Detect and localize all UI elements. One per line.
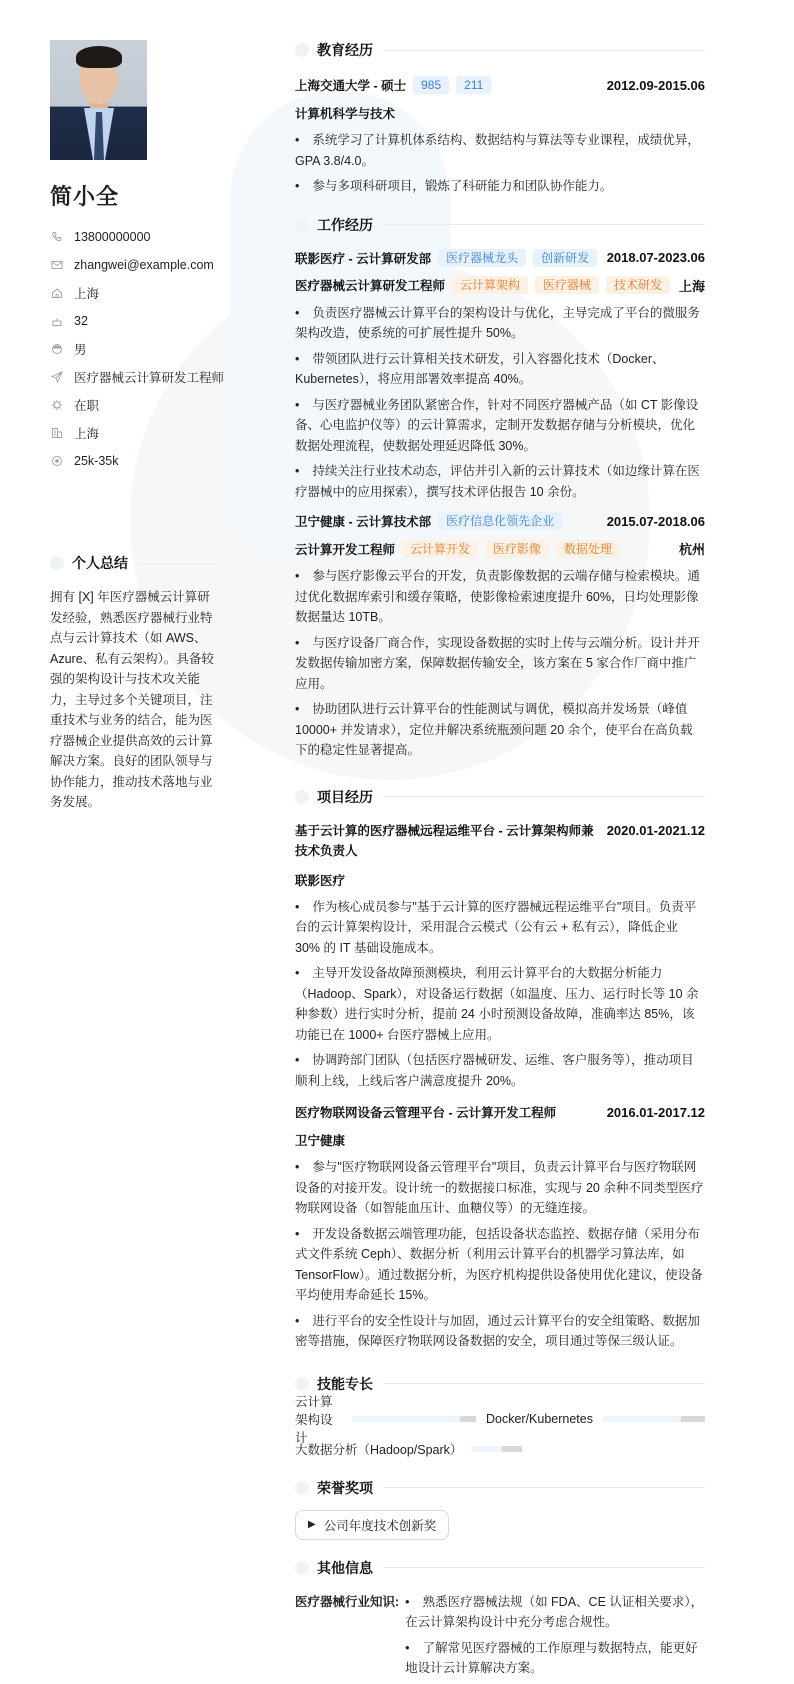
list-item: • 进行平台的安全性设计与加固，通过云计算平台的安全组策略、数据加密等措施，保障医疗物联网设备数据的安全，项目通过等保三级认证。 — [295, 1311, 705, 1352]
role-tag: 云计算架构 — [452, 276, 528, 294]
other-info-title: 其他信息 — [317, 1559, 373, 1576]
section-divider — [383, 50, 705, 51]
education-entry-head — [295, 76, 705, 94]
skills-section — [295, 1374, 705, 1458]
project-entry — [295, 1103, 705, 1352]
list-item: • 与医疗器械业务团队紧密合作，针对不同医疗器械产品（如 CT 影像设备、心电监护仪等）的云计算需求，定制开发数据存储与分析模块，优化数据处理流程，使数据处理延迟降低 30%。 — [295, 395, 705, 457]
status-value: 在职 — [74, 399, 100, 413]
cake-icon — [50, 314, 64, 328]
summary-section — [50, 553, 220, 813]
role-tag: 数据处理 — [556, 540, 620, 558]
skill-name: 大数据分析（Hadoop/Spark） — [295, 1442, 463, 1457]
list-item: • 作为核心成员参与"基于云计算的医疗器械远程运维平台"项目。负责平台的云计算架构设计，采用混合云模式（公有云 + 私有云），降低企业 30% 的 IT 基础设施成本。 — [295, 897, 705, 959]
project-bullets — [295, 897, 705, 1092]
work-entry — [295, 512, 705, 761]
skill-name: 云计算架构设计 — [295, 1394, 333, 1445]
info-status — [50, 391, 270, 419]
candidate-name: 简小全 — [50, 184, 120, 209]
project-entry-head — [295, 1103, 705, 1121]
info-age — [50, 307, 270, 335]
role-tag: 技术研发 — [606, 276, 670, 294]
project-name: 基于云计算的医疗器械远程运维平台 - 云计算架构师兼技术负责人 — [295, 823, 594, 858]
section-divider — [383, 1487, 705, 1488]
section-dot-icon — [295, 1377, 309, 1391]
info-salary — [50, 447, 270, 475]
project-date: 2020.01-2021.12 — [606, 822, 705, 838]
section-dot-icon — [295, 43, 309, 57]
other-info-header — [295, 1558, 705, 1578]
company-name: 联影医疗 - 云计算研发部 — [295, 251, 432, 266]
summary-text: 拥有 [X] 年医疗器械云计算研发经验，熟悉医疗器械行业特点与云计算技术（如 AWS、Azure、私有云架构）。具备较强的架构设计与技术攻关能力，主导过多个关键项目，注重技术与业务的结合，能为医疗器械企业提供高效的云计算解决方案。良好的团队领导与协作能力，推动技术落地与业务发展。 — [50, 590, 214, 809]
role-tag: 医疗影像 — [485, 540, 549, 558]
award-label: 公司年度技术创新奖 — [323, 1518, 437, 1533]
company-tag: 医疗信息化领先企业 — [438, 512, 562, 530]
awards-title: 荣誉奖项 — [317, 1479, 373, 1496]
project-bullets — [295, 1157, 705, 1352]
role-tag: 医疗器械 — [535, 276, 599, 294]
work-section — [295, 215, 705, 761]
section-dot-icon — [295, 1481, 309, 1495]
list-item: • 开发设备数据云端管理功能，包括设备状态监控、数据存储（采用分布式文件系统 Ceph）、数据分析（利用云计算平台的机器学习算法库，如 TensorFlow）。通过数据分析，为医疗机构提供设备使用优化建议，使设备平均使用寿命延长 15%。 — [295, 1224, 705, 1306]
work-header — [295, 215, 705, 235]
company-tag: 医疗器械龙头 — [438, 249, 526, 267]
school-tag: 211 — [456, 76, 491, 94]
section-divider — [383, 1567, 705, 1568]
mail-icon — [50, 258, 64, 272]
list-item: • 参与多项科研项目，锻炼了科研能力和团队协作能力。 — [295, 176, 705, 197]
list-item: • 参与医疗影像云平台的开发，负责影像数据的云端存储与检索模块。通过优化数据库索引和缓存策略，使影像检索速度提升 60%，日均处理影像数据量达 10TB。 — [295, 566, 705, 628]
project-name: 医疗物联网设备云管理平台 - 云计算开发工程师 — [295, 1106, 557, 1120]
building-icon — [50, 426, 64, 440]
status-icon — [50, 398, 64, 412]
work-entry-head — [295, 512, 705, 530]
home-icon — [50, 286, 64, 300]
skills-header — [295, 1374, 705, 1394]
skill-level-bar — [603, 1416, 705, 1422]
summary-title: 个人总结 — [72, 555, 128, 571]
work-city: 杭州 — [678, 542, 705, 557]
school-name: 上海交通大学 - 硕士 — [295, 79, 407, 93]
info-email — [50, 251, 270, 279]
summary-header — [50, 553, 220, 573]
section-divider — [383, 796, 705, 797]
skills-row — [295, 1394, 705, 1445]
info-target-position — [50, 363, 270, 391]
list-item: • 持续关注行业技术动态，评估并引入新的云计算技术（如边缘计算在医疗器械中的应用探索），撰写技术评估报告 10 余份。 — [295, 461, 705, 502]
info-phone — [50, 223, 270, 251]
other-info-section — [295, 1558, 705, 1684]
list-item: • 负责医疗器械云计算平台的架构设计与优化，主导完成了平台的微服务架构改造，使系统的可扩展性提升 50%。 — [295, 303, 705, 344]
awards-section — [295, 1478, 705, 1540]
work-date: 2018.07-2023.06 — [606, 250, 705, 265]
target-city-value: 上海 — [74, 427, 100, 441]
section-divider — [383, 224, 705, 225]
list-item: • 协调跨部门团队（包括医疗器械研发、运维、客户服务等），推动项目顺利上线，上线后客户满意度提升 20%。 — [295, 1050, 705, 1091]
section-dot-icon — [295, 790, 309, 804]
project-date: 2016.01-2017.12 — [606, 1104, 705, 1120]
role-tag: 云计算开发 — [402, 540, 478, 558]
triangle-right-icon: ▶ — [308, 1519, 316, 1530]
skill-level-bar — [352, 1416, 476, 1422]
list-item: • 了解常见医疗器械的工作原理与数据特点，能更好地设计云计算解决方案。 — [405, 1638, 705, 1679]
job-role: 医疗器械云计算研发工程师 — [295, 279, 446, 293]
email-value: zhangwei@example.com — [74, 258, 214, 272]
company-name: 卫宁健康 - 云计算技术部 — [295, 515, 432, 529]
info-target-city — [50, 419, 270, 447]
section-divider — [383, 1383, 705, 1384]
resume-main — [295, 0, 705, 1684]
phone-value: 13800000000 — [74, 230, 151, 244]
education-section — [295, 40, 705, 197]
list-item: • 熟悉医疗器械法规（如 FDA、CE 认证相关要求），在云计算架构设计中充分考虑合规性。 — [405, 1592, 705, 1633]
education-title: 教育经历 — [317, 42, 373, 58]
projects-header — [295, 787, 705, 807]
work-entry-head — [295, 249, 705, 267]
work-city: 上海 — [678, 278, 705, 294]
skills-title: 技能专长 — [317, 1375, 373, 1392]
other-info-row — [295, 1592, 705, 1684]
school-tag: 985 — [413, 76, 449, 94]
work-date: 2015.07-2018.06 — [606, 513, 705, 529]
gender-value: 男 — [74, 343, 87, 357]
profile-sidebar — [0, 0, 270, 1684]
skill-level-bar — [472, 1446, 522, 1452]
award-item[interactable] — [295, 1510, 449, 1540]
target-position-value: 医疗器械云计算研发工程师 — [74, 371, 225, 385]
list-item: • 参与"医疗物联网设备云管理平台"项目，负责云计算平台与医疗物联网设备的对接开发。设计统一的数据接口标准，实现与 20 余种不同类型医疗物联网设备（如智能血压计、血糖仪等）的无缝连接。 — [295, 1157, 705, 1219]
other-info-label: 医疗器械行业知识: — [295, 1594, 400, 1609]
salary-value: 25k-35k — [74, 454, 119, 468]
awards-header — [295, 1478, 705, 1498]
education-header — [295, 40, 705, 60]
section-divider — [138, 563, 220, 564]
work-bullets — [295, 303, 705, 503]
avatar-photo — [50, 40, 147, 160]
hometown-value: 上海 — [74, 287, 100, 301]
list-item: • 主导开发设备故障预测模块，利用云计算平台的大数据分析能力（Hadoop、Spark），对设备运行数据（如温度、压力、运行时长等 10 余种参数）进行实时分析，提前 24 小时预测设备故障，准确率达 85%，该功能已在 1000+ 台医疗器械上应用。 — [295, 963, 705, 1045]
project-entry-head — [295, 821, 705, 861]
info-gender — [50, 335, 270, 363]
education-major: 计算机科学与技术 — [295, 107, 396, 121]
education-bullets — [295, 130, 705, 197]
list-item: • 与医疗设备厂商合作，实现设备数据的实时上传与云端分析。设计并开发数据传输加密方案，保障数据传输安全，该方案在 5 家合作厂商中推广应用。 — [295, 633, 705, 695]
gender-icon — [50, 342, 64, 356]
skill-name: Docker/Kubernetes — [485, 1411, 593, 1426]
other-info-bullets — [405, 1592, 705, 1684]
work-role-row — [295, 539, 705, 558]
project-entry — [295, 821, 705, 1092]
section-dot-icon — [295, 1561, 309, 1575]
work-entry — [295, 249, 705, 503]
work-role-row — [295, 276, 705, 295]
project-company: 联影医疗 — [295, 873, 346, 888]
phone-icon — [50, 230, 64, 244]
info-hometown — [50, 279, 270, 307]
projects-section — [295, 787, 705, 1352]
list-item: • 协助团队进行云计算平台的性能测试与调优，模拟高并发场景（峰值 10000+ 并发请求），定位并解决系统瓶颈问题 20 余个，使平台在高负载下的稳定性显著提高。 — [295, 699, 705, 761]
company-tag: 创新研发 — [533, 249, 597, 267]
list-item: • 带领团队进行云计算相关技术研发，引入容器化技术（Docker、Kubernetes），将应用部署效率提高 40%。 — [295, 349, 705, 390]
list-item: • 系统学习了计算机体系结构、数据结构与算法等专业课程，成绩优异，GPA 3.8/4.0。 — [295, 130, 705, 171]
section-dot-icon — [295, 218, 309, 232]
education-date: 2012.09-2015.06 — [606, 77, 705, 93]
project-company: 卫宁健康 — [295, 1134, 346, 1148]
send-icon — [50, 370, 64, 384]
work-title: 工作经历 — [317, 216, 373, 233]
salary-icon — [50, 454, 64, 468]
skills-row — [295, 1440, 705, 1458]
job-role: 云计算开发工程师 — [295, 542, 396, 557]
work-bullets — [295, 566, 705, 761]
section-dot-icon — [50, 556, 64, 570]
age-value: 32 — [74, 314, 88, 328]
projects-title: 项目经历 — [317, 788, 373, 805]
